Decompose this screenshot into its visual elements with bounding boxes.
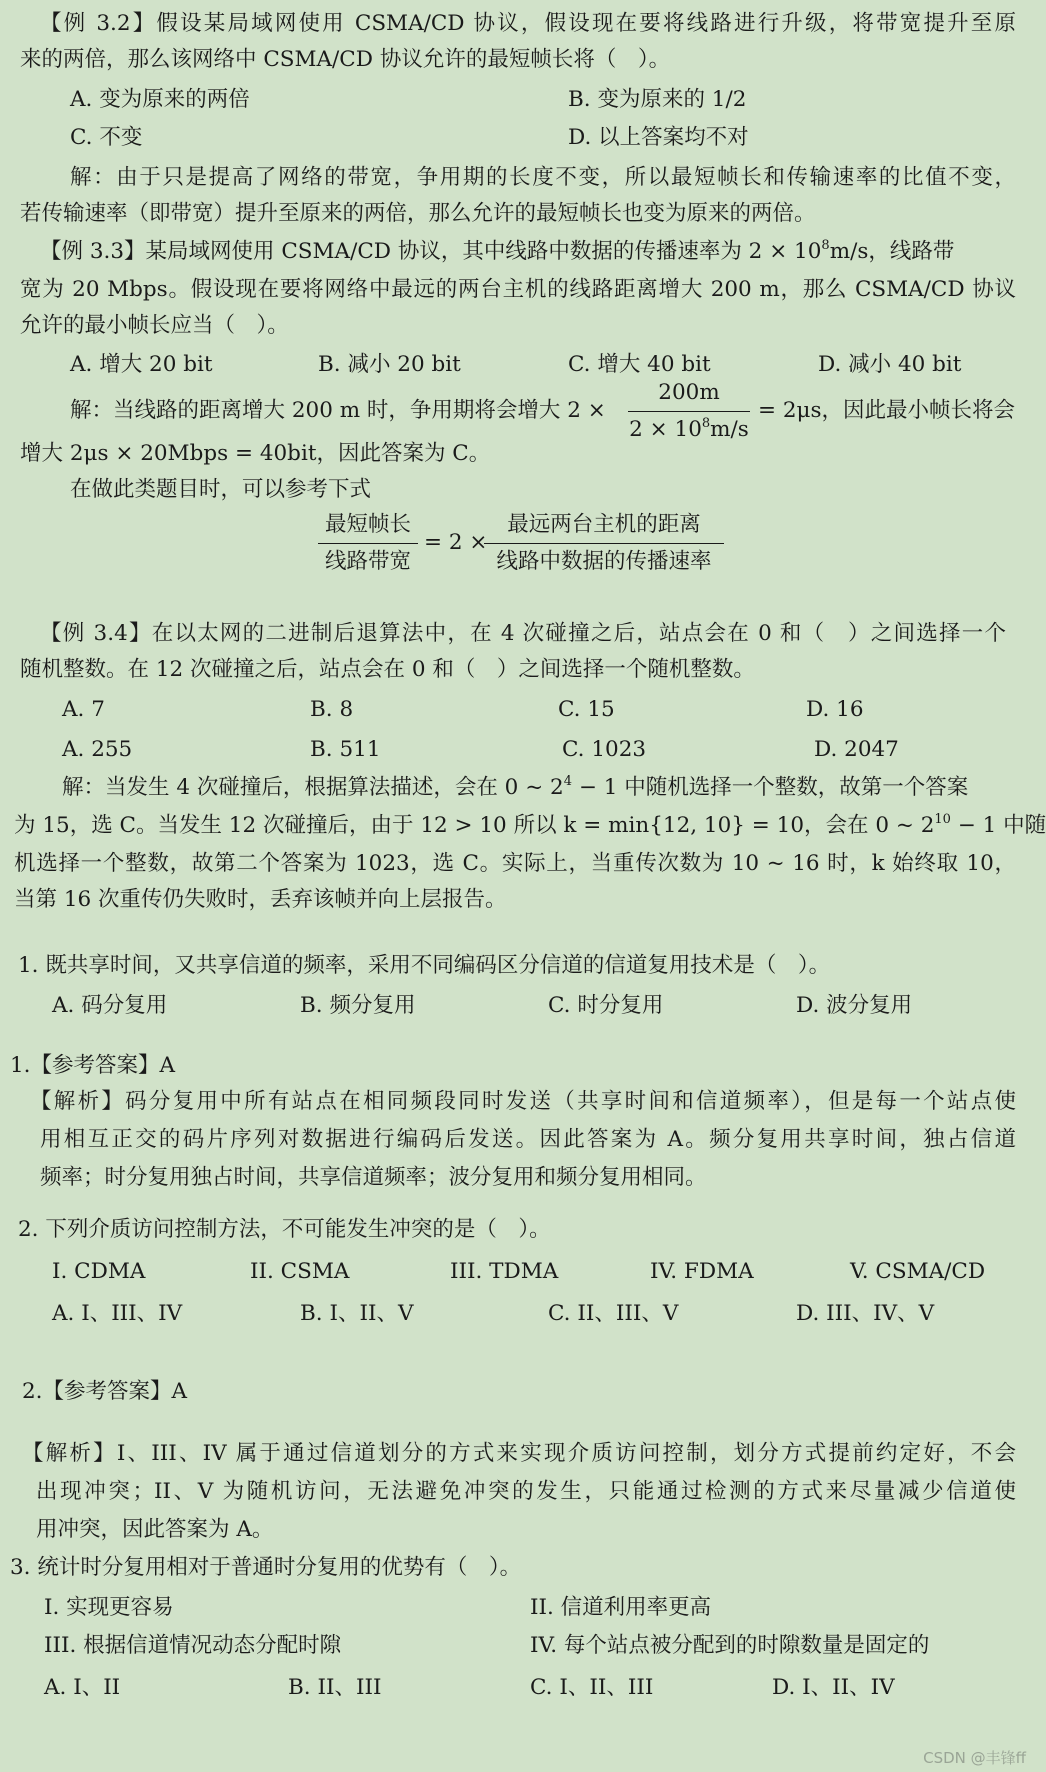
q3-item-2: II. 信道利用率更高 xyxy=(530,1595,712,1620)
q2-option-b: B. I、II、V xyxy=(300,1301,414,1326)
ex33-option-b: B. 减小 20 bit xyxy=(318,352,461,377)
fraction-denominator: 线路中数据的传播速率 xyxy=(496,549,712,574)
ex33-option-d: D. 减小 40 bit xyxy=(818,352,962,377)
q1-explanation-line1: 【解析】码分复用中所有站点在相同频段同时发送（共享时间和信道频率），但是每一个站点使 xyxy=(30,1089,1016,1114)
ex34-row1-option-c: C. 15 xyxy=(558,697,615,722)
ex34-question-line1: 【例 3.4】在以太网的二进制后退算法中，在 4 次碰撞之后，站点会在 0 和（ ）之间选择一个 xyxy=(40,621,1006,646)
q2-item-4: IV. FDMA xyxy=(650,1259,754,1284)
formula-distance-fraction xyxy=(484,510,724,577)
ex34-row2-option-c: C. 1023 xyxy=(562,737,647,762)
q1-option-b: B. 频分复用 xyxy=(300,993,416,1018)
ex34-solution-line3: 机选择一个整数，故第二个答案为 1023，选 C。实际上，当重传次数为 10 ~ 16 时，k 始终取 10， xyxy=(14,851,1016,876)
ex32-option-a: A. 变为原来的两倍 xyxy=(70,87,250,112)
ex32-option-b: B. 变为原来的 1/2 xyxy=(568,87,747,112)
q1-stem: 1. 既共享时间，又共享信道的频率，采用不同编码区分信道的信道复用技术是（ ）。 xyxy=(18,953,831,978)
ex34-solution-line1: 解：当发生 4 次碰撞后，根据算法描述，会在 0 ~ $2^4 - 1$ 中随机选择一个整数，故第一个答案 xyxy=(62,774,969,800)
q1-explanation-line3: 频率；时分复用独占时间，共享信道频率；波分复用和频分复用相同。 xyxy=(40,1165,707,1190)
q1-option-a: A. 码分复用 xyxy=(52,993,168,1018)
ex32-question-line1: 【例 3.2】假设某局域网使用 CSMA/CD 协议，假设现在要将线路进行升级，将带宽提升至原 xyxy=(40,11,1016,36)
q2-option-d: D. III、IV、V xyxy=(796,1301,935,1326)
fraction-numerator: 最短帧长 xyxy=(324,512,411,537)
ex34-solution-line2: 为 15，选 C。当发生 12 次碰撞后，由于 12 > 10 所以 k = min{12, 10} = 10，会在 0 ~ $2^{10} - 1$ 中随 xyxy=(14,812,1046,838)
ex33-solution-line2: 增大 2μs × 20Mbps = 40bit，因此答案为 C。 xyxy=(20,441,491,466)
ex33-option-a: A. 增大 20 bit xyxy=(70,352,213,377)
q3-option-d: D. I、II、IV xyxy=(772,1675,895,1700)
q3-stem: 3. 统计时分复用相对于普通时分复用的优势有（ ）。 xyxy=(10,1555,522,1580)
ex32-question-line2: 来的两倍，那么该网络中 CSMA/CD 协议允许的最短帧长将（ ）。 xyxy=(20,47,671,72)
ex33-question-line3: 允许的最小帧长应当（ ）。 xyxy=(20,313,289,338)
q1-answer: 1.【参考答案】A xyxy=(10,1053,176,1078)
formula-frame-length-fraction xyxy=(318,510,418,577)
fraction-denominator: 线路带宽 xyxy=(324,549,411,574)
q3-option-c: C. I、II、III xyxy=(530,1675,654,1700)
q2-option-a: A. I、III、IV xyxy=(52,1301,183,1326)
ex34-question-line2: 随机整数。在 12 次碰撞之后，站点会在 0 和（ ）之间选择一个随机整数。 xyxy=(20,657,755,682)
q2-explanation-line3: 用冲突，因此答案为 A。 xyxy=(36,1517,274,1542)
ex34-row2-option-d: D. 2047 xyxy=(814,737,899,762)
q2-explanation-line1: 【解析】I、III、IV 属于通过信道划分的方式来实现介质访问控制，划分方式提前约定好，不会 xyxy=(22,1441,1016,1466)
ex33-tip: 在做此类题目时，可以参考下式 xyxy=(70,477,372,502)
ex34-row2-option-b: B. 511 xyxy=(310,737,381,762)
ex33-solution-suffix: = 2μs，因此最小帧长将会 xyxy=(758,398,1016,423)
q3-item-3: III. 根据信道情况动态分配时隙 xyxy=(44,1633,342,1658)
ex34-row1-option-d: D. 16 xyxy=(806,697,864,722)
q1-option-d: D. 波分复用 xyxy=(796,993,913,1018)
q2-item-5: V. CSMA/CD xyxy=(850,1259,986,1284)
ex33-question-line1: 【例 3.3】某局域网使用 CSMA/CD 协议，其中线路中数据的传播速率为 $2 \times 10^8m/s$，线路带 xyxy=(40,238,955,264)
ex33-option-c: C. 增大 40 bit xyxy=(568,352,711,377)
q2-stem: 2. 下列介质访问控制方法，不可能发生冲突的是（ ）。 xyxy=(18,1217,551,1242)
ex32-solution-line1: 解：由于只是提高了网络的带宽，争用期的长度不变，所以最短帧长和传输速率的比值不变， xyxy=(70,165,1016,190)
ex32-option-c: C. 不变 xyxy=(70,125,143,150)
q3-item-4: IV. 每个站点被分配到的时隙数量是固定的 xyxy=(530,1633,930,1658)
formula-equals: = 2 × xyxy=(424,530,488,555)
q2-explanation-line2: 出现冲突；II、V 为随机访问，无法避免冲突的发生，只能通过检测的方式来尽量减少信道使 xyxy=(36,1479,1016,1504)
q2-item-2: II. CSMA xyxy=(250,1259,350,1284)
q2-item-3: III. TDMA xyxy=(450,1259,559,1284)
ex32-option-d: D. 以上答案均不对 xyxy=(568,125,749,150)
ex33-solution-fraction xyxy=(628,378,750,445)
q2-option-c: C. II、III、V xyxy=(548,1301,679,1326)
fraction-numerator: 200m xyxy=(658,380,720,405)
fraction-denominator: $2 \times 10^8m/s$ xyxy=(629,416,749,442)
q3-option-b: B. II、III xyxy=(288,1675,382,1700)
q3-item-1: I. 实现更容易 xyxy=(44,1595,174,1620)
q1-option-c: C. 时分复用 xyxy=(548,993,664,1018)
ex34-row1-option-b: B. 8 xyxy=(310,697,354,722)
fraction-numerator: 最远两台主机的距离 xyxy=(507,512,701,537)
ex33-question-line2: 宽为 20 Mbps。假设现在要将网络中最远的两台主机的线路距离增大 200 m，那么 CSMA/CD 协议 xyxy=(20,277,1016,302)
q1-explanation-line2: 用相互正交的码片序列对数据进行编码后发送。因此答案为 A。频分复用共享时间，独占信道 xyxy=(40,1127,1016,1152)
ex34-row1-option-a: A. 7 xyxy=(62,697,105,722)
q3-option-a: A. I、II xyxy=(44,1675,121,1700)
ex34-solution-line4: 当第 16 次重传仍失败时，丢弃该帧并向上层报告。 xyxy=(14,887,507,912)
q2-answer: 2.【参考答案】A xyxy=(22,1379,188,1404)
ex32-solution-line2: 若传输速率（即带宽）提升至原来的两倍，那么允许的最短帧长也变为原来的两倍。 xyxy=(20,201,816,226)
ex33-solution-prefix: 解：当线路的距离增大 200 m 时，争用期将会增大 2 × xyxy=(70,398,606,423)
csdn-watermark: CSDN @丰锋ff xyxy=(923,1749,1026,1767)
ex34-row2-option-a: A. 255 xyxy=(62,737,133,762)
q2-item-1: I. CDMA xyxy=(52,1259,146,1284)
